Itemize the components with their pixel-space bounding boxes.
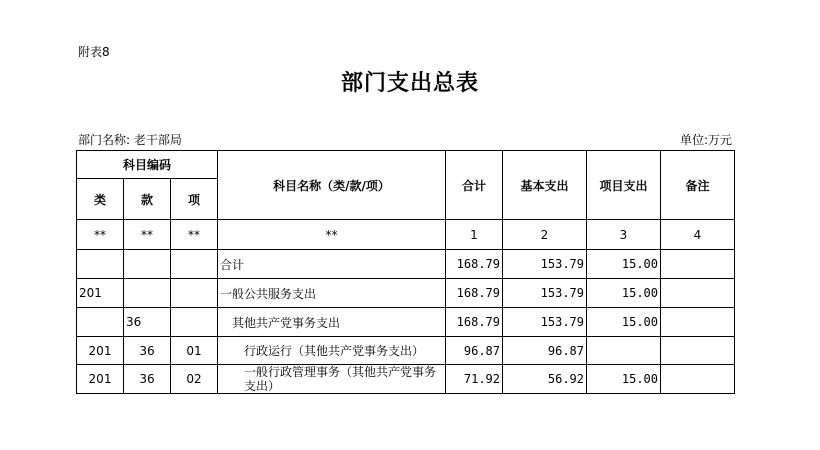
cell-lei: [77, 308, 124, 337]
cell-xiang: [171, 250, 218, 279]
index-cell-basic: 2: [503, 220, 587, 250]
cell-kuan: 36: [124, 365, 171, 394]
cell-basic: 153.79: [503, 250, 587, 279]
total-column-header: 合计: [446, 151, 503, 220]
cell-total: 168.79: [446, 250, 503, 279]
cell-project: 15.00: [587, 308, 661, 337]
unit-label: 单位:万元: [679, 133, 732, 147]
cell-name: 合计: [218, 250, 446, 279]
cell-kuan: 36: [124, 337, 171, 365]
cell-basic: 56.92: [503, 365, 587, 394]
table-row: [77, 308, 735, 337]
cell-remark: [661, 250, 735, 279]
cell-xiang: [171, 308, 218, 337]
index-cell-remark: 4: [661, 220, 735, 250]
header-row-1: [77, 151, 735, 179]
cell-basic: 153.79: [503, 308, 587, 337]
cell-lei: 201: [77, 337, 124, 365]
cell-total: 71.92: [446, 365, 503, 394]
index-cell-lei: **: [77, 220, 124, 250]
lei-column-header: 类: [77, 179, 124, 220]
table-row: [77, 279, 735, 308]
cell-basic: 153.79: [503, 279, 587, 308]
cell-name: 行政运行（其他共产党事务支出）: [218, 337, 446, 365]
basic-column-header: 基本支出: [503, 151, 587, 220]
index-cell-total: 1: [446, 220, 503, 250]
cell-total: 168.79: [446, 279, 503, 308]
cell-project: 15.00: [587, 279, 661, 308]
cell-lei: [77, 250, 124, 279]
index-cell-name: **: [218, 220, 446, 250]
name-column-header: 科目名称（类/款/项）: [218, 151, 446, 220]
cell-lei: 201: [77, 365, 124, 394]
table-row: [77, 250, 735, 279]
remark-column-header: 备注: [661, 151, 735, 220]
index-cell-xiang: **: [171, 220, 218, 250]
attachment-label: 附表8: [78, 45, 110, 59]
cell-kuan: 36: [124, 308, 171, 337]
cell-project: 15.00: [587, 365, 661, 394]
table-row: [77, 337, 735, 365]
page-title: 部门支出总表: [340, 71, 479, 96]
cell-total: 168.79: [446, 308, 503, 337]
cell-basic: 96.87: [503, 337, 587, 365]
project-column-header: 项目支出: [587, 151, 661, 220]
cell-kuan: [124, 250, 171, 279]
cell-name: 一般行政管理事务（其他共产党事务支出）: [218, 365, 446, 394]
table-row: [77, 365, 735, 394]
cell-project: 15.00: [587, 250, 661, 279]
cell-project: [587, 337, 661, 365]
cell-name: 一般公共服务支出: [218, 279, 446, 308]
cell-remark: [661, 279, 735, 308]
cell-remark: [661, 308, 735, 337]
cell-remark: [661, 365, 735, 394]
xiang-column-header: 项: [171, 179, 218, 220]
cell-kuan: [124, 279, 171, 308]
index-cell-kuan: **: [124, 220, 171, 250]
expenditure-table: [76, 150, 735, 394]
cell-xiang: [171, 279, 218, 308]
cell-remark: [661, 337, 735, 365]
cell-xiang: 01: [171, 337, 218, 365]
cell-name: 其他共产党事务支出: [218, 308, 446, 337]
index-row: [77, 220, 735, 250]
cell-lei: 201: [77, 279, 124, 308]
index-cell-project: 3: [587, 220, 661, 250]
cell-total: 96.87: [446, 337, 503, 365]
kuan-column-header: 款: [124, 179, 171, 220]
code-group-header: 科目编码: [77, 151, 218, 179]
department-name: 部门名称: 老干部局: [78, 133, 182, 147]
cell-xiang: 02: [171, 365, 218, 394]
